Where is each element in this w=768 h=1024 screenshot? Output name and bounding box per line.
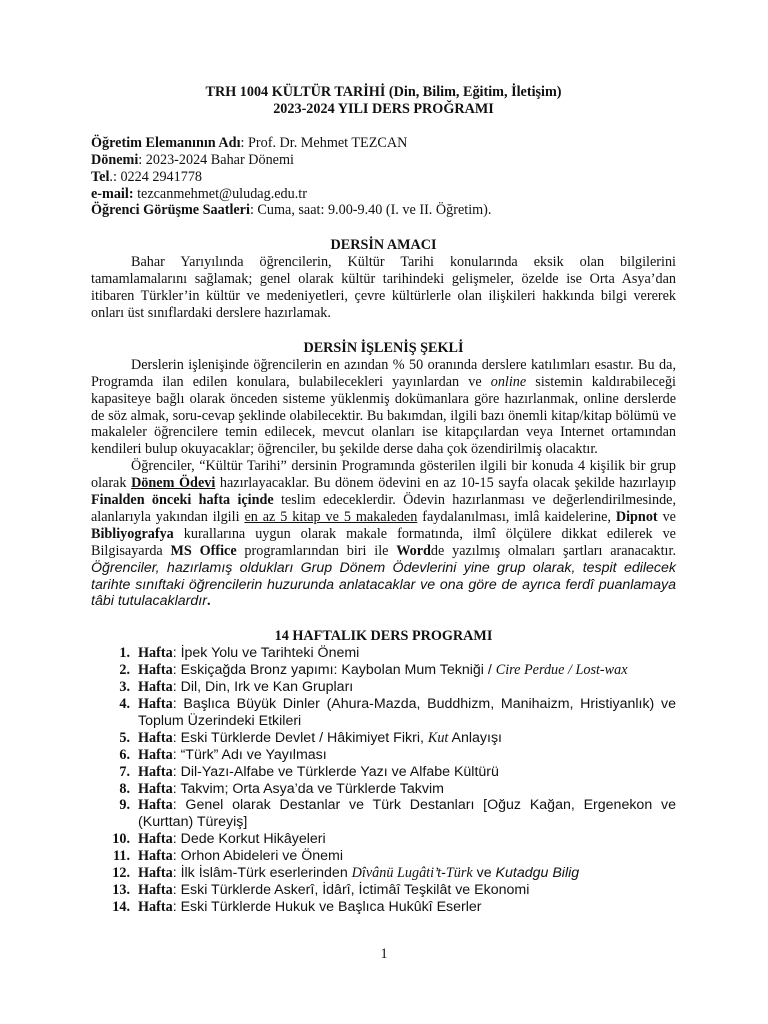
hours-label: Öğrenci Görüşme Saatleri: [91, 202, 250, 219]
hafta-label: Hafta: [138, 696, 173, 712]
email-label: e-mail:: [91, 185, 134, 202]
method-p2-donem: Dönem Ödevi: [131, 475, 216, 492]
item-text: : İpek Yolu ve Tarihteki Önemi: [172, 645, 360, 662]
hours-line: [91, 202, 676, 219]
hafta-label: Hafta: [138, 881, 173, 898]
item-text-italic-2: Kutadgu Bilig: [495, 865, 580, 882]
method-p2-text-b: hazırlayacaklar. Bu dönem ödevini en az 10-15 sayfa olacak şekilde hazırlayıp: [215, 475, 677, 492]
instructor-line: [91, 135, 676, 152]
term-line: [91, 152, 676, 169]
aim-section: [91, 237, 676, 322]
method-p2-text-h: de yazılmış olmaları şartları aranacaktır.: [430, 542, 676, 559]
hafta-label: Hafta: [138, 645, 173, 662]
method-p2-text-f: kurallarına uygun olarak makale formatında, ilmî ölçülere dikkat edilerek ve Bilgisayarda: [91, 525, 676, 559]
list-item: [91, 882, 676, 899]
hafta-label: Hafta: [138, 662, 173, 679]
method-p2-word: Word: [396, 542, 431, 559]
item-number: 6.: [119, 746, 130, 763]
item-number: 2.: [119, 662, 130, 679]
item-number: 8.: [119, 780, 130, 797]
method-paragraph-1: [91, 357, 676, 458]
item-text-italic: Dîvânü Lugâti’t-Türk: [351, 865, 473, 882]
hafta-label: Hafta: [138, 679, 173, 696]
item-text: : Eskiçağda Bronz yapımı: Kaybolan Mum Tekniği /: [172, 662, 496, 679]
method-p2-text-e: ve: [657, 508, 676, 525]
aim-heading: DERSİN AMACI: [330, 237, 437, 254]
method-p1-text-b: sistemin kaldırabileceği kapasiteye bağlı olarak önceden sisteme yüklenmiş dokümanlara göre hazırlanmak, online derslerde de söz almak, soru-cevap şeklinde olabilecektir. Bu bakımdan, ilgili bazı önemli kitap/kitap bölümü ve makaleler öğrencilere temin edilecek, mevcut olanları ise kitapçılardan veya Internet ortamından kendileri bulup okuyacaklar; öğrenciler, bu şekilde derse daha çok özendirilmiş olacaktır.: [91, 373, 676, 458]
hafta-label: Hafta: [138, 797, 173, 814]
method-p2-bib: Bibliyografya: [91, 525, 174, 542]
item-number: 13.: [112, 881, 130, 898]
method-p1-text: Derslerin işlenişinde öğrencilerin en azından % 50 oranında derslere katılımları esastır. Bu da, Programda ilan edilen konulara, bulabilecekleri yayınlardan ve: [91, 356, 676, 390]
item-text: : Dil, Din, Irk ve Kan Grupları: [172, 679, 354, 696]
hafta-label: Hafta: [138, 763, 173, 780]
item-text: : Dede Korkut Hikâyeleri: [172, 831, 326, 848]
method-p2-dipnot: Dipnot: [615, 508, 658, 525]
term-label: Dönemi: [91, 151, 139, 168]
tel-label: Tel: [91, 168, 110, 185]
document-page: [91, 84, 676, 916]
program-heading: 14 HAFTALIK DERS PROGRAMI: [274, 628, 493, 645]
list-item: [91, 679, 676, 696]
list-item: [91, 781, 676, 798]
email-line: [91, 186, 676, 203]
hours-value: : Cuma, saat: 9.00-9.40 (I. ve II. Öğretim).: [249, 202, 492, 219]
method-p2-end: .: [206, 593, 211, 610]
method-p1-online: online: [490, 373, 527, 390]
method-heading: DERSİN İŞLENİŞ ŞEKLİ: [303, 339, 464, 356]
list-item: [91, 747, 676, 764]
item-text: : Takvim; Orta Asya’da ve Türklerde Takvim: [172, 780, 444, 797]
term-value: : 2023-2024 Bahar Dönemi: [138, 151, 294, 168]
item-text-b: ve: [472, 865, 496, 882]
hafta-label: Hafta: [138, 780, 173, 797]
item-number: 12.: [112, 865, 130, 882]
item-text-italic: Cire Perdue / Lost-wax: [495, 662, 628, 679]
document-subtitle: 2023-2024 YILI DERS PROĞRAMI: [273, 100, 494, 117]
method-paragraph-2: [91, 458, 676, 610]
method-p2-text-d: faydalanılması, imlâ kaidelerine,: [417, 508, 616, 525]
method-p2-final: Finalden önceki hafta içinde: [91, 492, 274, 509]
aim-paragraph: Bahar Yarıyılında öğrencilerin, Kültür Tarihi konularında eksik olan bilgilerini tamamlamalarını sağlamak; genel olarak kültür tarihindeki gelişmeler, özelde ise Orta Asya’dan itibaren Türkler’in kültür ve medeniyetleri, çevre kültürlerle olan ilişkileri hakkında bilgi vererek onları üst sınıflardaki derslere hazırlamak.: [91, 254, 676, 321]
item-text: : “Türk” Adı ve Yayılması: [172, 746, 327, 763]
item-number: 10.: [112, 831, 130, 848]
list-item: [91, 831, 676, 848]
item-number: 14.: [112, 898, 130, 915]
item-number: 3.: [119, 679, 130, 696]
method-p2-kitap: en az 5 kitap ve 5 makaleden: [244, 508, 418, 525]
item-number: 9.: [119, 797, 130, 814]
email-value: tezcanmehmet@uludag.edu.tr: [133, 185, 307, 202]
method-p2-text-c: teslim edeceklerdir. Ödevin hazırlanması ve değerlendirilmesinde, alanlarıyla yakından ilgili: [91, 492, 677, 525]
method-p2-ms: MS Office: [170, 542, 237, 559]
list-item: [91, 730, 676, 747]
list-item: [91, 899, 676, 916]
list-item: [91, 696, 676, 730]
item-text: : İlk İslâm-Türk eserlerinden: [172, 865, 352, 882]
item-text: : Eski Türklerde Hukuk ve Başlıca Hukûkî Eserler: [172, 898, 482, 915]
document-title: TRH 1004 KÜLTÜR TARİHİ (Din, Bilim, Eğitim, İletişim): [205, 84, 562, 100]
item-text-b: Anlayışı: [448, 729, 502, 746]
list-item: [91, 865, 676, 882]
hafta-label: Hafta: [138, 746, 173, 763]
item-text: : Orhon Abideleri ve Önemi: [172, 848, 344, 865]
tel-value: .: 0224 2941778: [109, 168, 203, 185]
item-text: : Genel olarak Destanlar ve Türk Destanları [Oğuz Kağan, Ergenekon ve (Kurttan) Türeyiş]: [138, 797, 676, 831]
item-text: : Dil-Yazı-Alfabe ve Türklerde Yazı ve Alfabe Kültürü: [172, 763, 499, 780]
program-list: [91, 645, 676, 916]
list-item: [91, 662, 676, 679]
list-item: [91, 848, 676, 865]
page-number: 1: [380, 946, 388, 962]
item-text: : Eski Türklerde Devlet / Hâkimiyet Fikri,: [172, 729, 428, 746]
method-section: [91, 340, 676, 611]
item-text: : Eski Türklerde Askerî, İdârî, İctimâî Teşkilât ve Ekonomi: [172, 881, 530, 898]
item-number: 7.: [119, 763, 130, 780]
list-item: [91, 645, 676, 662]
item-text: : Başlıca Büyük Dinler (Ahura-Mazda, Buddhizm, Manihaizm, Hristiyanlık) ve Toplum Üzerindeki Etkileri: [138, 696, 676, 729]
list-item: [91, 797, 676, 831]
method-p2-text-g: programlarından biri ile: [236, 542, 397, 559]
tel-line: [91, 169, 676, 186]
program-section: [91, 628, 676, 915]
hafta-label: Hafta: [138, 831, 173, 848]
item-number: 4.: [119, 696, 130, 712]
instructor-value: : Prof. Dr. Mehmet TEZCAN: [240, 134, 408, 151]
hafta-label: Hafta: [138, 848, 173, 865]
list-item: [91, 764, 676, 781]
hafta-label: Hafta: [138, 729, 173, 746]
item-number: 1.: [119, 645, 130, 662]
item-number: 11.: [113, 848, 130, 865]
hafta-label: Hafta: [138, 865, 173, 882]
hafta-label: Hafta: [138, 898, 173, 915]
method-p2-text: Öğrenciler, “Kültür Tarihi” dersinin Programında gösterilen ilgili bir konuda 4 kişilik bir grup olarak: [91, 458, 676, 492]
instructor-info: [91, 135, 676, 220]
method-p2-italic: Öğrenciler, hazırlamış oldukları Grup Dönem Ödevlerini yine grup olarak, tespit edilecek tarihte sınıftaki öğrencilerin huzurunda anlatacaklar ve ona göre de ayrıca ferdî puanlamaya tâbi tutulacaklardır: [91, 559, 676, 610]
item-text-italic: Kut: [427, 729, 449, 746]
instructor-label: Öğretim Elemanının Adı: [91, 134, 241, 151]
item-number: 5.: [119, 729, 130, 746]
